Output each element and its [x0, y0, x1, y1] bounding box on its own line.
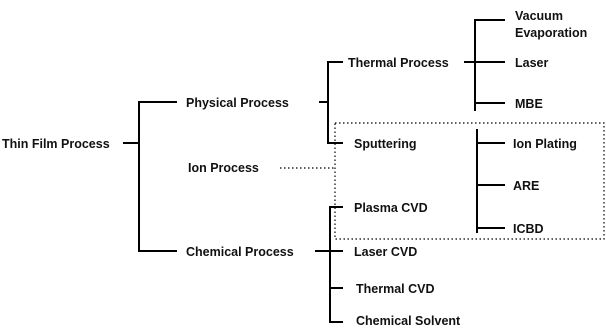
thermal-process-label: Thermal Process [348, 56, 449, 70]
icbd-label: ICBD [513, 222, 544, 236]
chemical-process-label: Chemical Process [186, 245, 294, 259]
vacuum-evaporation-label-line2: Evaporation [515, 26, 588, 40]
laser-cvd-label: Laser CVD [354, 245, 418, 259]
sputtering-label: Sputtering [354, 137, 417, 151]
physical-process-label: Physical Process [186, 96, 289, 110]
ion-plating-label: Ion Plating [513, 137, 577, 151]
are-label: ARE [513, 179, 540, 193]
mbe-label: MBE [515, 97, 543, 111]
thermal-cvd-label: Thermal CVD [356, 282, 435, 296]
chemical-solvent-label: Chemical Solvent [356, 314, 461, 328]
ion-process-label: Ion Process [188, 161, 259, 175]
vacuum-evaporation-label-line1: Vacuum [515, 9, 563, 23]
root-label: Thin Film Process [2, 137, 110, 151]
laser-label: Laser [515, 56, 549, 70]
plasma-cvd-label: Plasma CVD [354, 201, 428, 215]
